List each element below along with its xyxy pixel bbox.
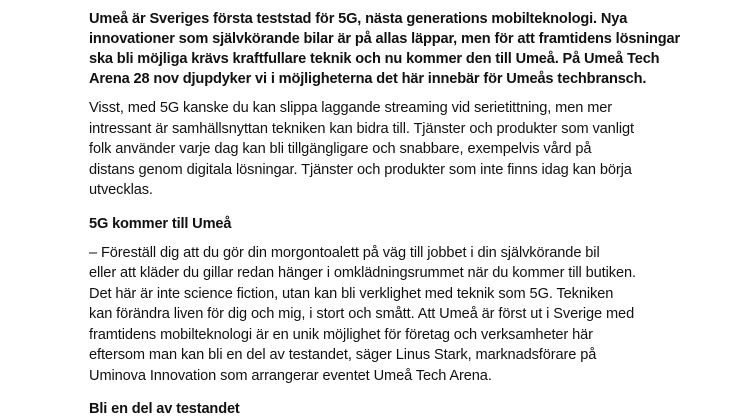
lead-line: Arena 28 nov djupdyker vi i möjligheterna det här innebär för Umeås techbransch.: [89, 71, 647, 87]
text-line: utvecklas.: [89, 182, 153, 198]
lead-paragraph: [89, 9, 680, 89]
article: [89, 0, 680, 419]
text-line: Det här är inte science fiction, utan kan bli verklighet med teknik som 5G. Tekniken: [89, 285, 614, 302]
text-line: folk använder varje dag kan bli tillgängligare och snabbare, exempelvis vård på: [89, 141, 592, 157]
lead-line: Umeå är Sveriges första teststad för 5G, nästa generations mobilteknologi. Nya: [89, 11, 628, 27]
text-line: eftersom man kan bli en del av testandet, säger Linus Stark, marknadsförare på: [89, 347, 597, 363]
text-line: kan förändra liven för dig och mig, i stort och smått. Att Umeå är först ut i Sverige med: [89, 306, 635, 322]
lead-line: ska bli möjliga krävs kraftfullare teknik och nu kommer den till Umeå. På Umeå Tech: [89, 51, 660, 67]
text-line: distans genom digitala lösningar. Tjänster och produkter som inte finns idag kan börja: [89, 161, 632, 178]
text-line: Visst, med 5G kanske du kan slippa laggande streaming vid serietittning, men mer: [89, 100, 613, 116]
lead-line: innovationer som självkörande bilar är på allas läppar, men för att framtidens lösningar: [89, 31, 680, 47]
text-line: framtidens mobilteknologi är en unik möjlighet för företag och verksamheter här: [89, 326, 593, 343]
section-heading-5g: 5G kommer till Umeå: [89, 215, 232, 232]
body-paragraph-1: [89, 98, 659, 201]
text-line: – Föreställ dig att du gör din morgontoalett på väg till jobbet i din självkörande bil: [89, 244, 600, 261]
text-line: eller att kläder du gillar redan hänger i omklädningsrummet när du kommer till butiken.: [89, 265, 636, 281]
text-line: intressant är samhällsnyttan tekniken kan bidra till. Tjänster och produkter som vanligt: [89, 120, 634, 137]
body-paragraph-2: [89, 243, 659, 387]
section-heading-testing: Bli en del av testandet: [89, 401, 240, 417]
text-line: Uminova Innovation som arrangerar eventet Umeå Tech Arena.: [89, 367, 492, 384]
